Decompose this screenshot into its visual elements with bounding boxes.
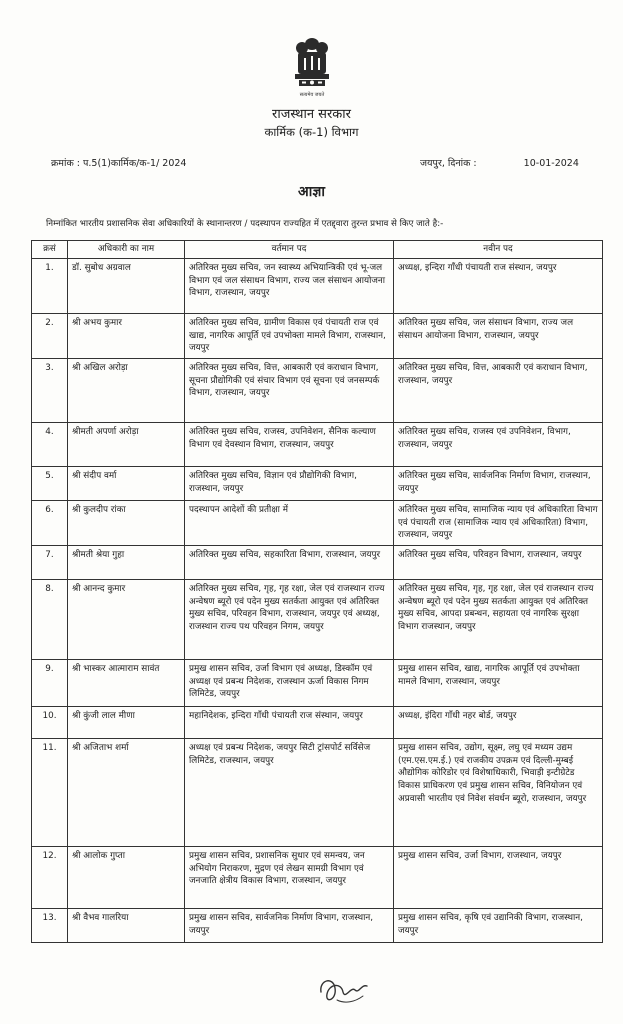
- reference-number-label: क्रमांक :: [51, 158, 80, 169]
- new-post-cell: अतिरिक्त मुख्य सचिव, राजस्व एवं उपनिवेशन, विभाग, राजस्थान, जयपुर: [394, 422, 603, 466]
- table-row: [32, 908, 603, 942]
- table-row: [32, 846, 603, 908]
- state-emblem-icon: [290, 34, 334, 96]
- table-row: [32, 659, 603, 706]
- transfer-table: [31, 240, 603, 943]
- date-value: 10-01-2024: [523, 158, 579, 169]
- table-row: [32, 313, 603, 358]
- new-post-cell: प्रमुख शासन सचिव, खाद्य, नागरिक आपूर्ति एवं उपभोक्ता मामले विभाग, राजस्थान, जयपुर: [394, 659, 603, 706]
- government-name: राजस्थान सरकार: [272, 107, 351, 122]
- officer-name-cell: श्री आनन्द कुमार: [68, 579, 185, 659]
- officer-name-cell: श्रीमती अपर्णा अरोड़ा: [68, 422, 185, 466]
- serial-cell: 4.: [32, 422, 68, 466]
- new-post-cell: अतिरिक्त मुख्य सचिव, परिवहन विभाग, राजस्थान, जयपुर: [394, 545, 603, 579]
- order-title: आज्ञा: [298, 184, 325, 200]
- current-post-cell: पदस्थापन आदेशों की प्रतीक्षा में: [185, 500, 394, 545]
- table-row: [32, 422, 603, 466]
- new-post-cell: अतिरिक्त मुख्य सचिव, गृह, गृह रक्षा, जेल एवं राजस्थान राज्य अन्वेषण ब्यूरो एवं पदेन मुख्य सतर्कता आयुक्त एवं अतिरिक्त मुख्य सचिव, आपदा प्रबन्धन, सहायता एवं नागरिक सुरक्षा विभाग राजस्थान, जयपुर: [394, 579, 603, 659]
- serial-cell: 12.: [32, 846, 68, 908]
- table-row: [32, 706, 603, 738]
- serial-cell: 9.: [32, 659, 68, 706]
- new-post-cell: अध्यक्ष, इंदिरा गाँधी नहर बोर्ड, जयपुर: [394, 706, 603, 738]
- serial-cell: 3.: [32, 358, 68, 422]
- officer-name-cell: श्री कुलदीप रांका: [68, 500, 185, 545]
- serial-cell: 7.: [32, 545, 68, 579]
- emblem-motto: सत्यमेव जयते: [299, 92, 325, 98]
- table-header-row: [32, 241, 603, 259]
- table-row: [32, 258, 603, 313]
- new-post-cell: अतिरिक्त मुख्य सचिव, वित्त, आबकारी एवं कराधान विभाग, राजस्थान, जयपुर: [394, 358, 603, 422]
- current-post-cell: अतिरिक्त मुख्य सचिव, सहकारिता विभाग, राजस्थान, जयपुर: [185, 545, 394, 579]
- officer-name-cell: श्री आलोक गुप्ता: [68, 846, 185, 908]
- current-post-cell: प्रमुख शासन सचिव, प्रशासनिक सुधार एवं समन्वय, जन अभियोग निराकरण, मुद्रण एवं लेखन सामग्री विभाग एवं जनजाति क्षेत्रीय विकास विभाग, राजस्थान, जयपुर: [185, 846, 394, 908]
- current-post-cell: अतिरिक्त मुख्य सचिव, गृह, गृह रक्षा, जेल एवं राजस्थान राज्य अन्वेषण ब्यूरो एवं पदेन मुख्य सतर्कता आयुक्त एवं अतिरिक्त मुख्य सचिव, परिवहन विभाग, राजस्थान, जयपुर एवं अध्यक्ष, राजस्थान राज्य पथ परिवहन निगम, जयपुर: [185, 579, 394, 659]
- new-post-cell: अध्यक्ष, इन्दिरा गाँधी पंचायती राज संस्थान, जयपुर: [394, 258, 603, 313]
- current-post-cell: प्रमुख शासन सचिव, सार्वजनिक निर्माण विभाग, राजस्थान, जयपुर: [185, 908, 394, 942]
- table-row: [32, 500, 603, 545]
- serial-cell: 6.: [32, 500, 68, 545]
- header-officer-name: अधिकारी का नाम: [68, 241, 185, 259]
- officer-name-cell: श्री वैभव गालरिया: [68, 908, 185, 942]
- table-row: [32, 466, 603, 500]
- current-post-cell: महानिदेशक, इन्दिरा गाँधी पंचायती राज संस्थान, जयपुर: [185, 706, 394, 738]
- table-row: [32, 738, 603, 846]
- serial-cell: 5.: [32, 466, 68, 500]
- reference-date: [420, 156, 579, 169]
- new-post-cell: प्रमुख शासन सचिव, उद्योग, सूक्ष्म, लघु एवं मध्यम उद्यम (एम.एस.एम.ई.) एवं राजकीय उपक्रम एवं दिल्ली-मुम्बई औद्योगिक कोरिडोर एवं विशेषाधिकारी, भिवाड़ी इन्टीग्रेटेड विकास प्राधिकरण एवं प्रमुख शासन सचिव, विनियोजन एवं अप्रवासी भारतीय एवं निवेश संवर्धन ब्यूरो, राजस्थान, जयपुर: [394, 738, 603, 846]
- current-post-cell: अतिरिक्त मुख्य सचिव, ग्रामीण विकास एवं पंचायती राज एवं खाद्य, नागरिक आपूर्ति एवं उपभोक्ता मामले विभाग, राजस्थान, जयपुर: [185, 313, 394, 358]
- table-row: [32, 358, 603, 422]
- current-post-cell: प्रमुख शासन सचिव, उर्जा विभाग एवं अध्यक्ष, डिस्कॉम एवं अध्यक्ष एवं प्रबन्ध निदेशक, राजस्थान ऊर्जा विकास निगम लिमिटेड, जयपुर: [185, 659, 394, 706]
- officer-name-cell: डॉ. सुबोध अग्रवाल: [68, 258, 185, 313]
- new-post-cell: प्रमुख शासन सचिव, कृषि एवं उद्यानिकी विभाग, राजस्थान, जयपुर: [394, 908, 603, 942]
- header-current-post: वर्तमान पद: [185, 241, 394, 259]
- new-post-cell: अतिरिक्त मुख्य सचिव, सामाजिक न्याय एवं अधिकारिता विभाग एवं पंचायती राज (सामाजिक न्याय एवं अधिकारिता) विभाग, राजस्थान, जयपुर: [394, 500, 603, 545]
- serial-cell: 8.: [32, 579, 68, 659]
- serial-cell: 11.: [32, 738, 68, 846]
- intro-paragraph: निम्नांकित भारतीय प्रशासनिक सेवा अधिकारियों के स्थानान्तरण / पदस्थापन राज्यहित में एतद्द्वारा तुरन्त प्रभाव से किए जाते है:-: [46, 219, 444, 229]
- signature-mark: [315, 970, 375, 1010]
- current-post-cell: अतिरिक्त मुख्य सचिव, विज्ञान एवं प्रौद्योगिकी विभाग, राजस्थान, जयपुर: [185, 466, 394, 500]
- serial-cell: 1.: [32, 258, 68, 313]
- officer-name-cell: श्री संदीप वर्मा: [68, 466, 185, 500]
- reference-number: [51, 156, 186, 169]
- officer-name-cell: श्री कुंजी लाल मीणा: [68, 706, 185, 738]
- reference-number-value: प.5(1)कार्मिक/क-1/ 2024: [83, 158, 187, 169]
- new-post-cell: अतिरिक्त मुख्य सचिव, जल संसाधन विभाग, राज्य जल संसाधन आयोजना विभाग, राजस्थान, जयपुर: [394, 313, 603, 358]
- header-serial: क्रसं: [32, 241, 68, 259]
- place-date-label: जयपुर, दिनांक :: [420, 158, 477, 169]
- current-post-cell: अतिरिक्त मुख्य सचिव, जन स्वास्थ्य अभियान्त्रिकी एवं भू-जल विभाग एवं जल संसाधन विभाग, राज्य जल संसाधन आयोजना विभाग, राजस्थान, जयपुर: [185, 258, 394, 313]
- new-post-cell: अतिरिक्त मुख्य सचिव, सार्वजनिक निर्माण विभाग, राजस्थान, जयपुर: [394, 466, 603, 500]
- department-name: कार्मिक (क-1) विभाग: [264, 125, 359, 139]
- officer-name-cell: श्रीमती श्रेया गुहा: [68, 545, 185, 579]
- officer-name-cell: श्री अजिताभ शर्मा: [68, 738, 185, 846]
- current-post-cell: अध्यक्ष एवं प्रबन्ध निदेशक, जयपुर सिटी ट्रांसपोर्ट सर्विसेज लिमिटेड, राजस्थान, जयपुर: [185, 738, 394, 846]
- current-post-cell: अतिरिक्त मुख्य सचिव, वित्त, आबकारी एवं कराधान विभाग, सूचना प्रौद्योगिकी एवं संचार विभाग एवं सूचना एवं जनसम्पर्क विभाग, राजस्थान, जयपुर: [185, 358, 394, 422]
- table-row: [32, 579, 603, 659]
- officer-name-cell: श्री अभय कुमार: [68, 313, 185, 358]
- officer-name-cell: श्री अखिल अरोड़ा: [68, 358, 185, 422]
- current-post-cell: अतिरिक्त मुख्य सचिव, राजस्व, उपनिवेशन, सैनिक कल्याण विभाग एवं देवस्थान विभाग, राजस्थान, जयपुर: [185, 422, 394, 466]
- table-row: [32, 545, 603, 579]
- serial-cell: 2.: [32, 313, 68, 358]
- serial-cell: 13.: [32, 908, 68, 942]
- officer-name-cell: श्री भास्कर आत्माराम सावंत: [68, 659, 185, 706]
- serial-cell: 10.: [32, 706, 68, 738]
- header-new-post: नवीन पद: [394, 241, 603, 259]
- new-post-cell: प्रमुख शासन सचिव, उर्जा विभाग, राजस्थान, जयपुर: [394, 846, 603, 908]
